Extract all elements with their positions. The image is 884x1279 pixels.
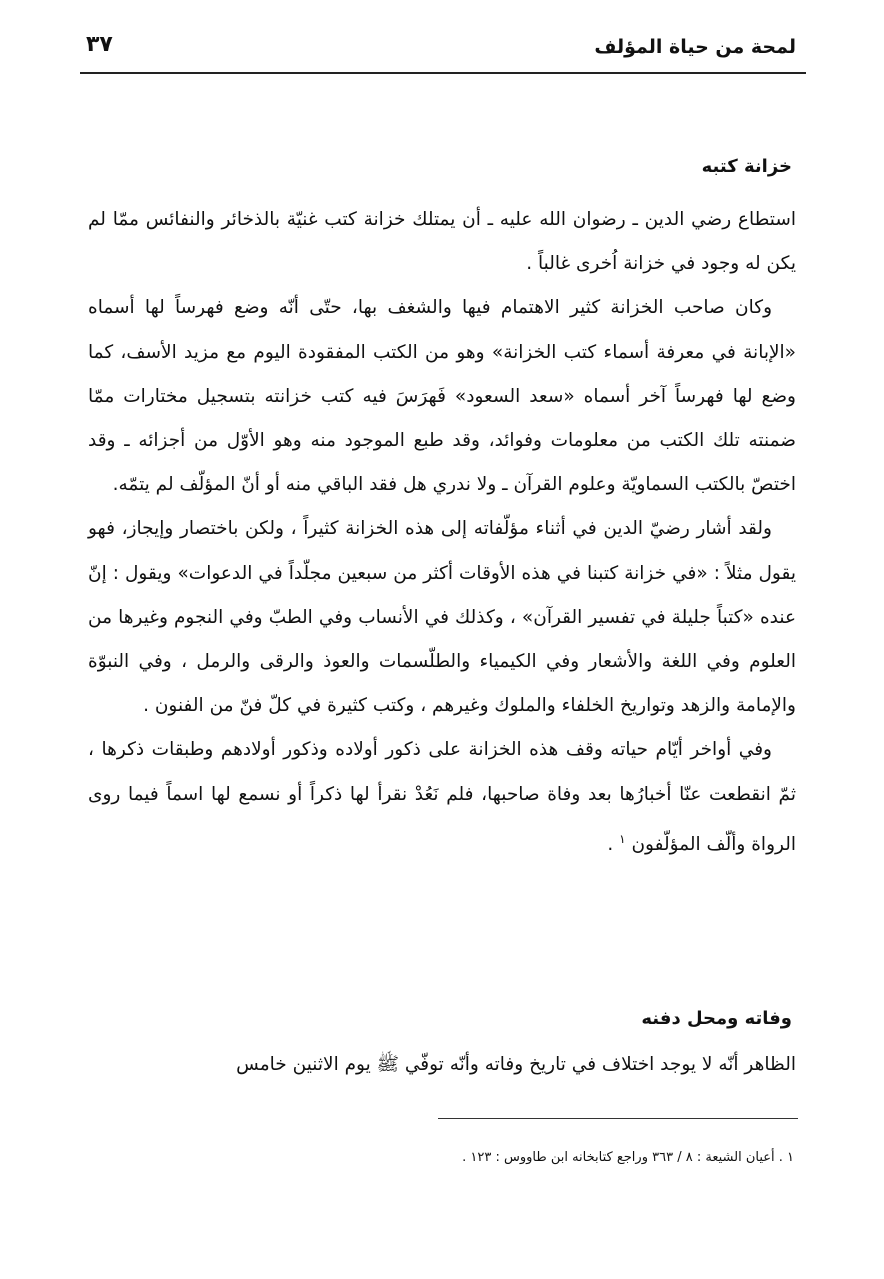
section-body-death (88, 1043, 796, 1087)
paragraph: ولقد أشار رضيّ الدين في أثناء مؤلّفاته إلى هذه الخزانة كثيراً ، ولكن باختصار وإيجاز، فهو يقول مثلاً : «في خزانة كتبنا في هذه الأوقات أكثر من سبعين مجلّداً في الدعوات» ويقول : إنّ عنده «كتباً جليلة في تفسير القرآن» ، وكذلك في الأنساب وفي الطبّ وفي النجوم وغيرها من العلوم وفي اللغة والأشعار وفي الكيمياء والطلّسمات والعوذ والرقى والرمل ، وفي النبوّة والإمامة والزهد وتواريخ الخلفاء والملوك وغيرهم ، وكتب كثيرة في كلّ فنّ من الفنون . (88, 518, 796, 717)
footnote: ١ . أعيان الشيعة : ٨ / ٣٦٣ وراجع كتابخانه ابن طاووس : ١٢٣ . (462, 1150, 794, 1165)
section-heading-library: خزانة كتبه (701, 156, 792, 177)
paragraph-text: وفي أواخر أيّام حياته وقف هذه الخزانة على ذكور أولاده وذكور أولادهم وطبقات ذكرها ، ثمّ انقطعت عنّا أخبارُها بعد وفاة صاحبها، فلم نَعُدْ نقرأ لها ذكراً أو نسمع لها اسماً فيما روى الرواة وألّف المؤلّفون (88, 739, 796, 855)
paragraph-end: . (607, 834, 620, 855)
page-number: ٣٧ (86, 32, 113, 57)
paragraph: استطاع رضي الدين ـ رضوان الله عليه ـ أن يمتلك خزانة كتب غنيّة بالذخائر والنفائس ممّا لم يكن له وجود في خزانة اُخرى غالباً . (88, 209, 796, 275)
running-title: لمحة من حياة المؤلف (594, 36, 796, 58)
paragraph-with-footnote (88, 728, 796, 867)
footnote-mark: ١ (619, 831, 626, 846)
section-body-library (88, 198, 796, 867)
header-rule (80, 72, 806, 74)
section-heading-death: وفاته ومحل دفنه (641, 1008, 792, 1029)
paragraph: الظاهر أنّه لا يوجد اختلاف في تاريخ وفاته وأنّه توفّي ﷺ يوم الاثنين خامس (236, 1054, 796, 1075)
paragraph: وكان صاحب الخزانة كثير الاهتمام فيها والشغف بها، حتّى أنّه وضع فهرساً لها أسماه «الإبانة في معرفة أسماء كتب الخزانة» وهو من الكتب المفقودة اليوم مع مزيد الأسف، كما وضع لها فهرساً آخر أسماه «سعد السعود» فَهرَسَ فيه كتب خزانته بتسجيل مختارات ممّا ضمنته تلك الكتب من معلومات وفوائد، وقد طبع الموجود منه وهو الأوّل من أجزائه ـ وقد اختصّ بالكتب السماويّة وعلوم القرآن ـ ولا ندري هل فقد الباقي منه أو أنّ المؤلّف لم يتمّه. (88, 297, 796, 496)
footnote-rule (438, 1118, 798, 1119)
